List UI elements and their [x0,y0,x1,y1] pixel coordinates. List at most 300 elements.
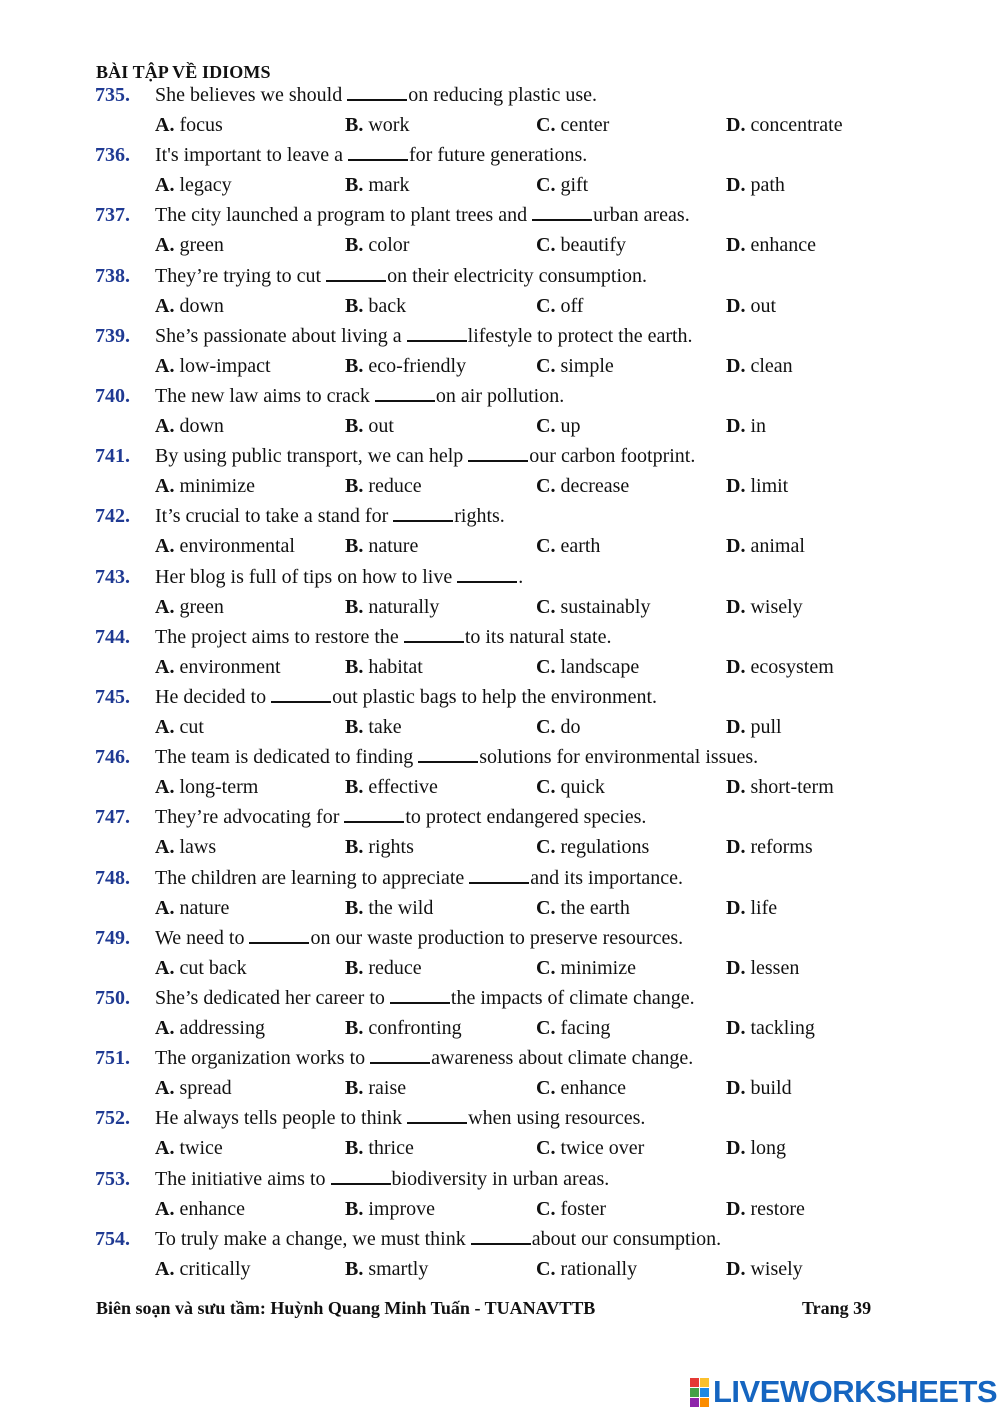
answer-option[interactable] [345,953,422,983]
option-text: the earth [560,896,630,919]
answer-option[interactable] [155,1194,245,1224]
option-letter: D. [726,716,746,738]
option-letter: B. [345,354,364,377]
question-text-before: She’s passionate about living a [155,324,407,347]
question-stem [155,1103,645,1133]
option-text: the wild [368,896,434,919]
question-stem [155,381,564,411]
question-stem [155,622,611,652]
question-item [0,140,999,200]
answer-option[interactable] [345,531,418,561]
question-text-after: to protect endangered species. [405,806,647,829]
option-letter: B. [345,535,364,558]
answer-option[interactable] [726,531,805,561]
option-letter: D. [726,1197,746,1220]
answer-option[interactable] [155,652,281,682]
option-letter: C. [536,896,556,919]
answer-option[interactable] [345,652,423,682]
question-text-after: awareness about climate change. [431,1047,694,1070]
logo-square [690,1388,699,1397]
option-letter: D. [726,535,746,558]
answer-option[interactable] [726,411,766,441]
option-letter: D. [726,1017,746,1039]
option-letter: B. [345,655,364,678]
option-text: long-term [179,776,259,799]
answer-option[interactable] [536,230,626,260]
answer-blank[interactable] [457,563,517,583]
option-text: eco-friendly [368,354,467,377]
answer-option[interactable] [345,1254,428,1284]
question-text-before: They’re advocating for [155,806,345,829]
option-letter: D. [726,956,746,979]
answer-blank[interactable] [344,803,404,823]
answer-option[interactable] [726,230,816,260]
option-letter: C. [536,655,556,678]
question-stem [155,261,647,291]
answer-option[interactable] [345,291,406,321]
answer-option[interactable] [345,1073,406,1103]
answer-blank[interactable] [348,141,408,161]
answer-blank[interactable] [375,382,435,402]
question-number: 752. [95,1107,130,1130]
option-letter: C. [536,716,556,738]
logo-square [690,1398,699,1407]
answer-option[interactable] [726,1194,805,1224]
question-item [0,1103,999,1163]
answer-option[interactable] [536,531,600,561]
question-text-before: He decided to [155,686,272,708]
answer-option[interactable] [345,411,394,441]
option-letter: B. [345,595,364,618]
question-stem [155,501,505,531]
option-text: laws [179,836,217,859]
answer-option[interactable] [536,832,649,862]
question-number: 738. [95,264,130,287]
option-text: work [368,114,410,136]
question-item [0,1164,999,1224]
question-item [0,742,999,802]
question-text-after: urban areas. [593,204,690,227]
answer-blank[interactable] [407,322,467,342]
option-text: confronting [368,1017,462,1039]
answer-option[interactable] [345,1013,462,1043]
answer-option[interactable] [155,1073,232,1103]
option-letter: B. [345,1137,364,1160]
option-text: sustainably [560,595,651,618]
answer-option[interactable] [536,772,605,802]
option-letter: D. [726,595,746,618]
answer-option[interactable] [726,893,777,923]
answer-option[interactable] [345,712,402,742]
answer-option[interactable] [155,291,224,321]
answer-option[interactable] [536,1073,626,1103]
option-text: spread [179,1077,232,1100]
option-letter: A. [155,415,175,437]
option-letter: A. [155,354,175,377]
answer-option[interactable] [726,592,803,622]
option-letter: C. [536,595,556,618]
option-text: naturally [368,595,440,618]
answer-option[interactable] [345,772,438,802]
option-text: pull [750,716,782,738]
answer-blank[interactable] [532,201,592,221]
question-text-after: for future generations. [409,144,588,167]
answer-option[interactable] [345,1194,435,1224]
answer-option[interactable] [345,893,433,923]
question-item [0,381,999,441]
option-letter: A. [155,174,175,197]
option-text: low-impact [179,354,271,377]
question-item [0,501,999,561]
answer-blank[interactable] [390,984,450,1004]
option-text: life [750,896,778,919]
answer-option[interactable] [726,652,834,682]
question-item [0,983,999,1043]
question-text-before: To truly make a change, we must think [155,1227,471,1250]
option-text: center [560,114,610,136]
question-number: 754. [95,1227,130,1250]
option-text: limit [750,475,789,498]
question-text-after: on their electricity consumption. [387,264,647,287]
question-text-after: on our waste production to preserve resources. [310,926,684,949]
question-text-before: They’re trying to cut [155,264,327,287]
option-text: nature [179,896,230,919]
question-number: 743. [95,565,130,588]
option-text: green [179,595,224,618]
question-number: 744. [95,625,130,648]
logo-square [700,1378,709,1387]
answer-option[interactable] [536,411,580,441]
question-text-before: The project aims to restore the [155,625,404,648]
answer-option[interactable] [726,1013,815,1043]
question-text-before: The initiative aims to [155,1167,331,1190]
option-letter: A. [155,475,175,498]
option-letter: B. [345,1077,364,1100]
question-item [0,261,999,321]
question-stem [155,441,695,471]
option-text: beautify [560,234,626,257]
option-text: reforms [750,836,813,859]
question-text-after: on air pollution. [435,385,565,407]
option-letter: D. [726,234,746,257]
question-number: 749. [95,926,130,949]
logo-square [690,1378,699,1387]
option-letter: C. [536,294,556,317]
answer-option[interactable] [155,1254,251,1284]
option-letter: C. [536,354,556,377]
option-text: out [368,415,394,437]
answer-option[interactable] [536,1013,610,1043]
option-text: environment [179,655,281,678]
answer-option[interactable] [726,1133,786,1163]
option-letter: D. [726,354,746,377]
option-text: environmental [179,535,295,558]
question-stem [155,562,523,592]
option-letter: D. [726,114,746,136]
answer-option[interactable] [155,230,224,260]
answer-option[interactable] [345,230,409,260]
option-text: in [750,415,767,437]
answer-option[interactable] [345,1133,414,1163]
answer-option[interactable] [155,832,216,862]
option-letter: A. [155,1077,175,1100]
option-letter: C. [536,1197,556,1220]
answer-option[interactable] [536,893,630,923]
answer-option[interactable] [345,832,414,862]
option-letter: A. [155,1017,175,1039]
option-text: enhance [560,1077,626,1100]
option-text: mark [368,174,410,197]
option-letter: A. [155,836,175,859]
page-title: BÀI TẬP VỀ IDIOMS [96,62,271,82]
answer-blank[interactable] [326,262,386,282]
answer-option[interactable] [726,832,813,862]
question-text-after: lifestyle to protect the earth. [467,324,693,347]
question-text-after: the impacts of climate change. [450,987,695,1009]
option-text: enhance [179,1197,245,1220]
question-text-after: about our consumption. [531,1227,722,1250]
brand-logo[interactable] [690,1374,997,1410]
question-number: 739. [95,324,130,347]
option-letter: C. [536,956,556,979]
answer-option[interactable] [726,953,799,983]
answer-blank[interactable] [418,743,478,763]
answer-option[interactable] [345,471,422,501]
answer-option[interactable] [345,170,409,200]
option-letter: A. [155,956,175,979]
option-text: rights [368,836,414,859]
answer-option[interactable] [536,291,583,321]
answer-option[interactable] [726,712,782,742]
answer-option[interactable] [536,1194,606,1224]
answer-option[interactable] [155,893,229,923]
answer-option[interactable] [536,1133,644,1163]
option-letter: C. [536,114,556,136]
question-item [0,321,999,381]
option-text: quick [560,776,605,799]
answer-option[interactable] [345,351,466,381]
answer-option[interactable] [155,953,247,983]
question-text-before: The new law aims to crack [155,385,375,407]
option-letter: A. [155,1197,175,1220]
option-text: facing [560,1017,611,1039]
answer-option[interactable] [155,471,255,501]
answer-option[interactable] [155,110,223,140]
answer-option[interactable] [536,170,588,200]
option-letter: D. [726,174,746,197]
answer-blank[interactable] [407,1104,467,1124]
answer-option[interactable] [155,772,258,802]
question-text-before: By using public transport, we can help [155,445,469,468]
question-item [0,863,999,923]
option-text: earth [560,535,601,558]
answer-blank[interactable] [471,1225,531,1245]
answer-blank[interactable] [331,1165,391,1185]
option-letter: D. [726,776,746,799]
answer-option[interactable] [536,351,614,381]
option-letter: B. [345,174,364,197]
answer-option[interactable] [536,592,650,622]
option-letter: D. [726,1257,746,1280]
option-letter: D. [726,655,746,678]
question-number: 750. [95,987,130,1009]
answer-option[interactable] [536,712,580,742]
option-letter: C. [536,1137,556,1160]
question-text-after: our carbon footprint. [529,445,696,468]
answer-blank[interactable] [404,623,464,643]
option-letter: B. [345,415,364,437]
question-text-after: biodiversity in urban areas. [391,1167,610,1190]
option-letter: A. [155,716,175,738]
answer-option[interactable] [726,351,793,381]
option-text: wisely [750,1257,803,1280]
question-stem [155,802,646,832]
answer-option[interactable] [536,652,639,682]
question-text-after: rights. [454,505,505,528]
option-letter: B. [345,1257,364,1280]
answer-option[interactable] [536,110,609,140]
option-letter: A. [155,535,175,558]
option-text: minimize [179,475,255,498]
answer-option[interactable] [345,110,409,140]
question-text-after: . [518,565,524,588]
option-text: raise [368,1077,407,1100]
option-text: clean [750,354,793,377]
answer-option[interactable] [155,170,232,200]
option-text: back [368,294,407,317]
option-text: do [560,716,581,738]
option-text: restore [750,1197,805,1220]
option-letter: C. [536,836,556,859]
question-stem [155,863,683,893]
option-text: smartly [368,1257,429,1280]
answer-option[interactable] [155,411,224,441]
option-text: thrice [368,1137,414,1160]
question-number: 735. [95,84,130,106]
option-text: tackling [750,1017,815,1039]
answer-blank[interactable] [468,442,528,462]
answer-option[interactable] [155,1133,223,1163]
option-letter: A. [155,234,175,257]
answer-option[interactable] [536,471,629,501]
logo-square [700,1398,709,1407]
option-text: color [368,234,410,257]
option-letter: D. [726,1137,746,1160]
question-item [0,200,999,260]
question-text-after: solutions for environmental issues. [479,746,759,769]
option-letter: A. [155,655,175,678]
option-letter: B. [345,1017,364,1039]
answer-option[interactable] [726,110,843,140]
option-letter: B. [345,1197,364,1220]
question-item [0,622,999,682]
option-text: legacy [179,174,232,197]
option-text: long [750,1137,787,1160]
option-letter: C. [536,234,556,257]
option-letter: C. [536,1257,556,1280]
answer-option[interactable] [155,1013,265,1043]
option-letter: B. [345,956,364,979]
option-letter: B. [345,114,364,136]
option-text: wisely [750,595,803,618]
question-text-before: The team is dedicated to finding [155,746,419,769]
answer-option[interactable] [536,953,636,983]
option-letter: D. [726,294,746,317]
answer-option[interactable] [155,531,295,561]
option-text: take [368,716,402,738]
question-text-before: She’s dedicated her career to [155,987,390,1009]
option-letter: A. [155,1137,175,1160]
answer-blank[interactable] [271,683,331,703]
option-text: rationally [560,1257,638,1280]
option-letter: A. [155,294,175,317]
option-letter: C. [536,1077,556,1100]
answer-option[interactable] [155,712,204,742]
answer-option[interactable] [726,772,834,802]
question-stem [155,1224,721,1254]
option-text: enhance [750,234,816,257]
question-number: 737. [95,204,130,227]
answer-option[interactable] [536,1254,637,1284]
question-stem [155,140,587,170]
option-text: reduce [368,475,422,498]
option-text: decrease [560,475,630,498]
question-text-before: He always tells people to think [155,1107,408,1130]
option-text: off [560,294,584,317]
answer-blank[interactable] [249,924,309,944]
option-text: foster [560,1197,606,1220]
question-number: 736. [95,144,130,167]
option-text: path [750,174,785,197]
answer-option[interactable] [726,170,785,200]
option-text: landscape [560,655,640,678]
answer-option[interactable] [726,1073,792,1103]
answer-option[interactable] [726,291,776,321]
option-letter: B. [345,475,364,498]
question-number: 745. [95,686,130,708]
answer-blank[interactable] [347,81,407,101]
question-item [0,1043,999,1103]
option-letter: D. [726,475,746,498]
question-stem [155,1164,609,1194]
option-text: habitat [368,655,423,678]
question-text-before: It’s crucial to take a stand for [155,505,394,528]
answer-option[interactable] [726,1254,803,1284]
question-stem [155,923,683,953]
question-text-after: on reducing plastic use. [408,84,598,106]
answer-blank[interactable] [370,1044,430,1064]
answer-blank[interactable] [469,864,529,884]
answer-option[interactable] [345,592,439,622]
question-text-after: when using resources. [468,1107,646,1130]
option-letter: D. [726,1077,746,1100]
option-letter: B. [345,716,364,738]
answer-option[interactable] [155,592,224,622]
question-number: 748. [95,866,130,889]
option-text: twice over [560,1137,645,1160]
answer-option[interactable] [726,471,788,501]
answer-blank[interactable] [393,502,453,522]
question-text-before: Her blog is full of tips on how to live [155,565,458,588]
option-text: down [179,415,224,437]
answer-option[interactable] [155,351,271,381]
option-text: twice [179,1137,223,1160]
option-text: cut [179,716,204,738]
option-letter: A. [155,1257,175,1280]
question-number: 742. [95,505,130,528]
option-text: short-term [750,776,834,799]
option-letter: B. [345,896,364,919]
